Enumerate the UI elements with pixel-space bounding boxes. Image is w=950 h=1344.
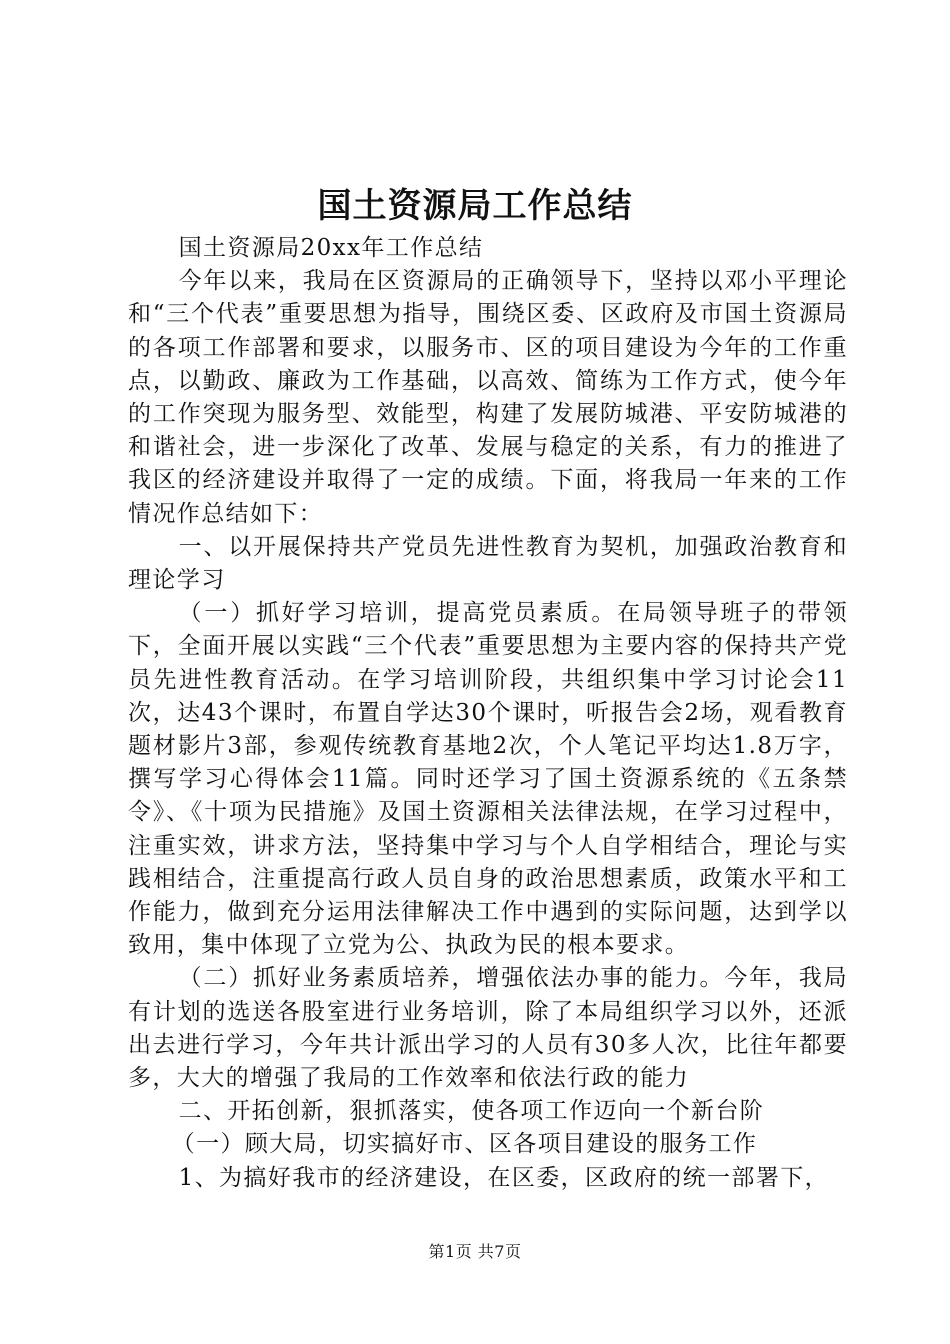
subsection-paragraph-1-2: （二）抓好业务素质培养，增强依法办事的能力。今年，我局有计划的选送各股室进行业务培训，除了本局组织学习以外，还派出去进行学习，今年共计派出学习的人员有30多人次，比往年都要多，大大的增强了我局的工作效率和依法行政的能力 — [128, 965, 848, 1092]
page-number-footer: 第1页 共7页 — [428, 1242, 522, 1261]
subtitle-paragraph: 国土资源局20xx年工作总结 — [178, 235, 484, 261]
section-heading-1: 一、以开展保持共产党员先进性教育为契机，加强政治教育和理论学习 — [128, 533, 848, 594]
intro-paragraph: 今年以来，我局在区资源局的正确领导下，坚持以邓小平理论和“三个代表”重要思想为指导，围绕区委、区政府及市国土资源局的各项工作部署和要求，以服务市、区的项目建设为今年的工作重点，以勤政、廉政为工作基础，以高效、简练为工作方式，使今年的工作突现为服务型、效能型，构建了发展防城港、平安防城港的和谐社会，进一步深化了改革、发展与稳定的关系，有力的推进了我区的经济建设并取得了一定的成绩。下面，将我局一年来的工作情况作总结如下： — [128, 268, 848, 527]
section-heading-2: 二、开拓创新，狠抓落实，使各项工作迈向一个新台阶 — [178, 1098, 765, 1125]
list-item-paragraph: 1、为搞好我市的经济建设，在区委，区政府的统一部署下， — [178, 1164, 830, 1191]
document-body — [128, 232, 848, 1195]
subsection-paragraph-1-1: （一）抓好学习培训，提高党员素质。在局领导班子的带领下，全面开展以实践“三个代表”重要思想为主要内容的保持共产党员先进性教育活动。在学习培训阶段，共组织集中学习讨论会11次，达43个课时，布置自学达30个课时，听报告会2场，观看教育题材影片3部，参观传统教育基地2次，个人笔记平均达1.8万字，撰写学习心得体会11篇。同时还学习了国土资源系统的《五条禁令》、《十项为民措施》及国土资源相关法律法规，在学习过程中，注重实效，讲求方法，坚持集中学习与个人自学相结合，理论与实践相结合，注重提高行政人员自身的政治思想素质，政策水平和工作能力，做到充分运用法律解决工作中遇到的实际问题，达到学以致用，集中体现了立党为公、执政为民的根本要求。 — [128, 600, 848, 959]
page-title: 国土资源局工作总结 — [317, 186, 633, 226]
subsection-heading-2-1: （一）顾大局，切实搞好市、区各项目建设的服务工作 — [171, 1131, 758, 1158]
